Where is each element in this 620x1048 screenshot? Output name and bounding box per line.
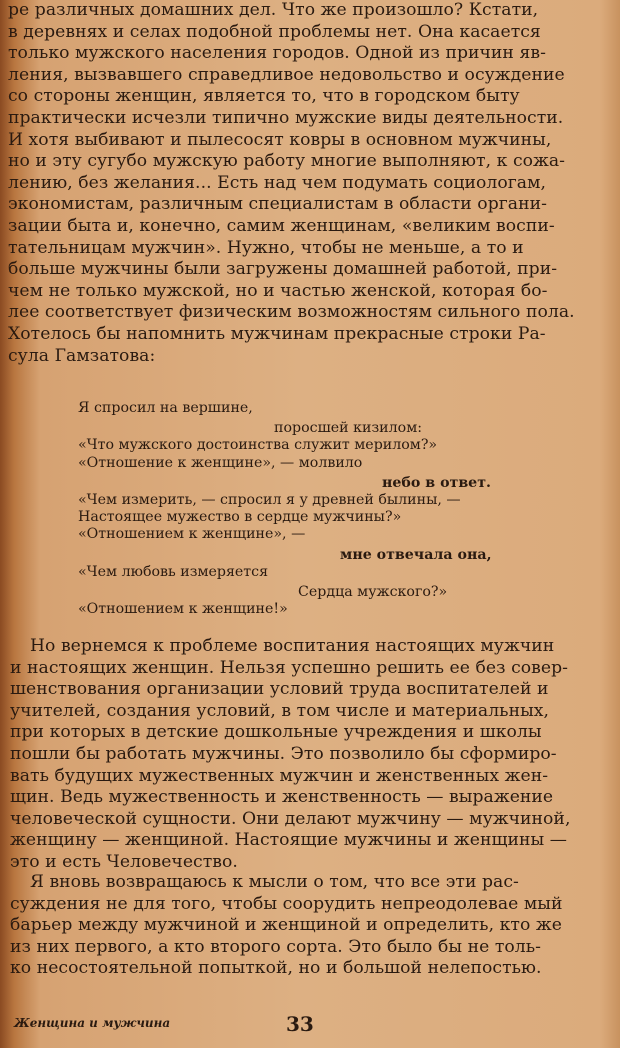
text-line: пошли бы работать мужчины. Это позволило бы сформиро- [10,743,557,764]
poem-line: «Чем измерить, — спросил я у древней былины, — [78,492,461,509]
text-line: только мужского населения городов. Одной из причин яв- [8,43,546,64]
text-line: щин. Ведь мужественность и женственность — выражение [10,787,554,808]
paragraph-2 [10,636,610,874]
text-line: женщину — женщиной. Настоящие мужчины и женщины — [10,830,567,851]
text-line: Но вернемся к проблеме воспитания настоящих мужчин [30,636,555,656]
poem-line: «Чем любовь измеряется [78,563,269,580]
poem-line: Я спросил на вершине, [78,400,253,416]
text-line: лению, без желания... Есть над чем подумать социологам, [8,172,546,193]
text-line: но и эту сугубо мужскую работу многие выполняют, к сожа- [8,151,566,172]
poem-line: «Отношением к женщине!» [78,601,288,618]
text-line: это и есть Человечество. [10,851,238,872]
text-line: лее соответствует физическим возможностям сильного пола. [8,302,575,323]
page-number: 33 [286,1012,314,1036]
text-line: человеческой сущности. Они делают мужчину — мужчиной, [10,808,571,829]
text-line: больше мужчины были загружены домашней работой, при- [8,259,558,280]
text-line: экономистам, различным специалистам в области органи- [8,194,547,215]
text-line: Хотелось бы напомнить мужчинам прекрасные строки Ра- [8,323,546,344]
poem-line: небо в ответ. [382,474,491,491]
text-line: из них первого, а кто второго сорта. Это было бы не толь- [10,936,542,957]
text-line: зации быта и, конечно, самим женщинам, «великим воспи- [8,215,555,236]
text-line: И хотя выбивают и пылесосят ковры в основном мужчины, [8,129,552,150]
poem-line: Сердца мужского?» [298,584,448,601]
page-footer [0,1012,620,1048]
text-line: сула Гамзатова: [8,345,156,366]
text-line: вать будущих мужественных мужчин и женственных жен- [10,765,549,786]
text-line: тательницам мужчин». Нужно, чтобы не меньше, а то и [8,237,524,258]
text-line: ре различных домашних дел. Что же произошло? Кстати, [8,0,539,20]
poem-line: «Отношение к женщине», — молвило [78,454,363,471]
text-line: чем не только мужской, но и частью женской, которая бо- [8,280,548,301]
text-line: ко несостоятельной попыткой, но и большой нелепостью. [10,958,542,979]
text-line: Я вновь возвращаюсь к мысли о том, что все эти рас- [30,872,519,892]
poem-line: мне отвечала она, [340,546,492,563]
text-line: учителей, создания условий, в том числе и материальных, [10,700,550,721]
paragraph-1 [8,0,612,367]
text-line: в деревнях и селах подобной проблемы нет. Она касается [8,21,541,42]
text-line: шенствования организации условий труда воспитателей и [10,679,549,700]
running-title: Женщина и мужчина [14,1016,171,1030]
text-line: суждения не для того, чтобы соорудить непреодолевае мый [10,893,563,914]
poem-quote [78,400,498,618]
poem-line: поросшей кизилом: [274,420,423,437]
text-line: барьер между мужчиной и женщиной и определить, кто же [10,915,562,936]
poem-line: «Что мужского достоинства служит мерилом?» [78,437,438,454]
text-line: и настоящих женщин. Нельзя успешно решить ее без совер- [10,657,569,678]
poem-line: «Отношением к женщине», — [78,526,306,543]
text-line: со стороны женщин, является то, что в городском быту [8,86,520,107]
text-line: при которых в детские дошкольные учреждения и школы [10,722,542,743]
poem-line: Настоящее мужество в сердце мужчины?» [78,509,402,526]
text-line: ления, вызвавшего справедливое недовольство и осуждение [8,64,565,85]
text-line: практически исчезли типично мужские виды деятельности. [8,107,564,128]
paragraph-3 [10,872,610,980]
